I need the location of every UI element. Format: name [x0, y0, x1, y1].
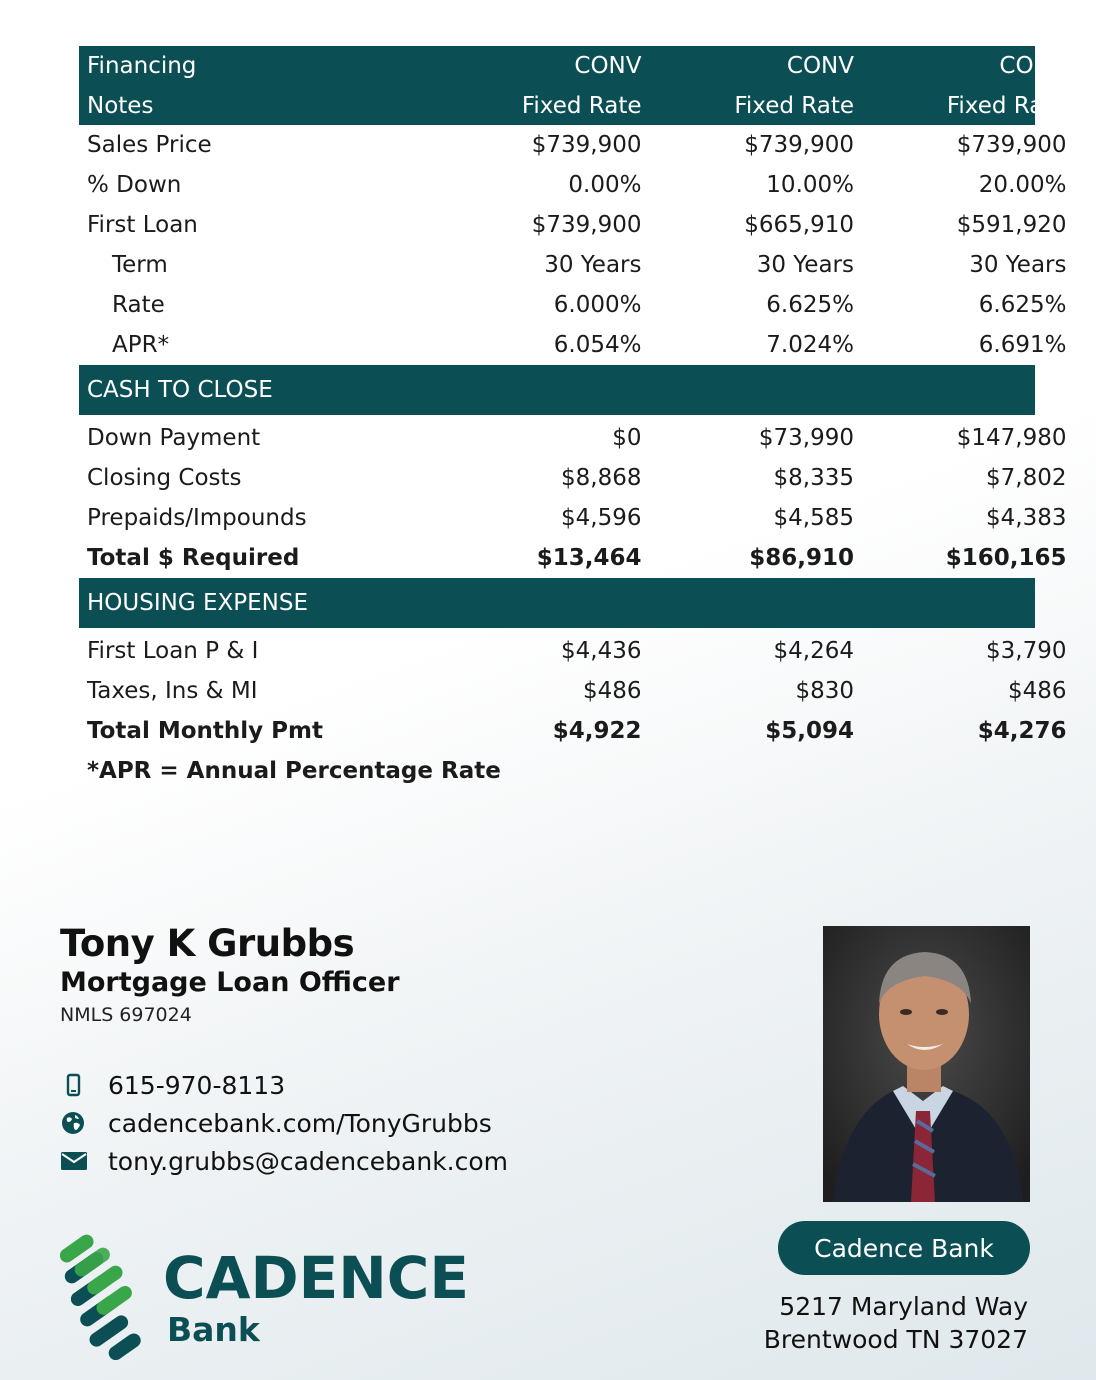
cell: $4,383: [986, 505, 1067, 531]
cell: 10.00%: [766, 172, 854, 198]
table-row: [79, 205, 1067, 245]
table-header: [79, 46, 1067, 125]
cell: 0.00%: [568, 172, 642, 198]
officer-portrait: [823, 926, 1030, 1202]
loan-rows: [79, 125, 1067, 365]
row-label: Prepaids/Impounds: [87, 505, 307, 531]
total-monthly-row: [79, 711, 1067, 751]
header-label: Notes: [87, 93, 154, 119]
cell: $3,790: [986, 638, 1067, 664]
row-label: Down Payment: [87, 425, 261, 451]
phone-icon: [60, 1072, 108, 1098]
table-row: [79, 671, 1067, 711]
officer-nmls: NMLS 697024: [60, 1004, 192, 1026]
row-label: First Loan: [87, 212, 198, 238]
officer-name: Tony K Grubbs: [60, 922, 355, 965]
cell: 6.625%: [766, 292, 854, 318]
cell: 30 Years: [969, 252, 1067, 278]
cell: $486: [582, 678, 642, 704]
cell: $160,165: [945, 545, 1067, 571]
cell: $830: [795, 678, 854, 704]
row-label: Total $ Required: [87, 545, 300, 571]
column-type: CONV: [574, 53, 642, 79]
row-label: Term: [112, 252, 168, 278]
header-row-2: [79, 86, 1067, 126]
website-link[interactable]: cadencebank.com/TonyGrubbs: [108, 1108, 492, 1138]
apr-footnote: *APR = Annual Percentage Rate: [87, 758, 501, 784]
cell: $147,980: [956, 425, 1067, 451]
cadence-bank-button[interactable]: Cadence Bank: [778, 1221, 1030, 1275]
row-label: Taxes, Ins & MI: [87, 678, 258, 704]
table-row: [79, 325, 1067, 365]
header-label: Financing: [87, 53, 197, 79]
cell: $0: [612, 425, 642, 451]
cell: $7,802: [986, 465, 1067, 491]
cell: 30 Years: [756, 252, 854, 278]
cadence-bank-logo: [60, 1230, 469, 1360]
bank-address: [740, 1290, 1028, 1356]
cell: $739,900: [531, 132, 642, 158]
officer-title: Mortgage Loan Officer: [60, 967, 400, 998]
logo-subtext: Bank: [167, 1310, 260, 1349]
cell: 7.024%: [766, 332, 854, 358]
table-row: [79, 165, 1067, 205]
cell: 30 Years: [544, 252, 642, 278]
row-label: Sales Price: [87, 132, 212, 158]
logo-wordmark: CADENCE: [163, 1244, 469, 1312]
column-rate-type: Fixed Rate: [734, 93, 854, 119]
column-rate-type: Fixed Rate: [521, 93, 642, 119]
cell: $4,596: [561, 505, 642, 531]
cell: $13,464: [536, 545, 642, 571]
cell: $73,990: [758, 425, 854, 451]
envelope-icon: [60, 1150, 108, 1172]
cell: $739,900: [531, 212, 642, 238]
section-cash-to-close: CASH TO CLOSE: [79, 365, 1035, 415]
row-label: Closing Costs: [87, 465, 242, 491]
cell: $665,910: [744, 212, 854, 238]
table-row: [79, 458, 1067, 498]
globe-icon: [60, 1110, 108, 1136]
cell: 6.625%: [978, 292, 1067, 318]
row-label: Total Monthly Pmt: [87, 718, 323, 744]
cell: $8,868: [561, 465, 642, 491]
cell: 6.000%: [553, 292, 642, 318]
header-row-1: [79, 46, 1067, 86]
cell: $486: [1007, 678, 1067, 704]
cell: $5,094: [765, 718, 854, 744]
table-row: [79, 125, 1067, 165]
cell: $4,276: [977, 718, 1067, 744]
address-line-2: Brentwood TN 37027: [763, 1325, 1028, 1354]
email-link[interactable]: tony.grubbs@cadencebank.com: [108, 1146, 509, 1176]
row-label: APR*: [112, 332, 170, 358]
cell: 20.00%: [978, 172, 1067, 198]
cell: $86,910: [749, 545, 854, 571]
contact-website[interactable]: [60, 1104, 508, 1142]
cadence-logo-mark-icon: [60, 1230, 156, 1360]
column-type: CONV: [999, 53, 1067, 79]
table-row: [79, 631, 1067, 671]
address-line-1: 5217 Maryland Way: [779, 1292, 1028, 1321]
section-housing-expense: HOUSING EXPENSE: [79, 578, 1035, 628]
cell: 6.054%: [553, 332, 642, 358]
cell: $591,920: [956, 212, 1067, 238]
housing-rows: [79, 630, 1067, 791]
contact-list: [60, 1066, 508, 1180]
contact-email[interactable]: [60, 1142, 508, 1180]
cell: $8,335: [773, 465, 854, 491]
table-row: [79, 285, 1067, 325]
table-row: [79, 245, 1067, 285]
column-type: CONV: [786, 53, 854, 79]
table-row: [79, 498, 1067, 538]
cell: $4,922: [552, 718, 642, 744]
contact-phone[interactable]: [60, 1066, 508, 1104]
cell: 6.691%: [978, 332, 1067, 358]
row-label: Rate: [112, 292, 165, 318]
loan-officer-info: [60, 922, 400, 1026]
column-rate-type: Fixed Rate: [946, 93, 1067, 119]
row-label: % Down: [87, 172, 182, 198]
total-required-row: [79, 538, 1067, 578]
cell: $4,585: [773, 505, 854, 531]
financing-table: [79, 46, 1067, 791]
cash-rows: [79, 417, 1067, 578]
table-row: [79, 418, 1067, 458]
phone-number[interactable]: 615-970-8113: [108, 1070, 286, 1100]
cell: $4,436: [561, 638, 642, 664]
cell: $739,900: [956, 132, 1067, 158]
row-label: First Loan P & I: [87, 638, 259, 664]
cell: $739,900: [744, 132, 854, 158]
cell: $4,264: [773, 638, 854, 664]
